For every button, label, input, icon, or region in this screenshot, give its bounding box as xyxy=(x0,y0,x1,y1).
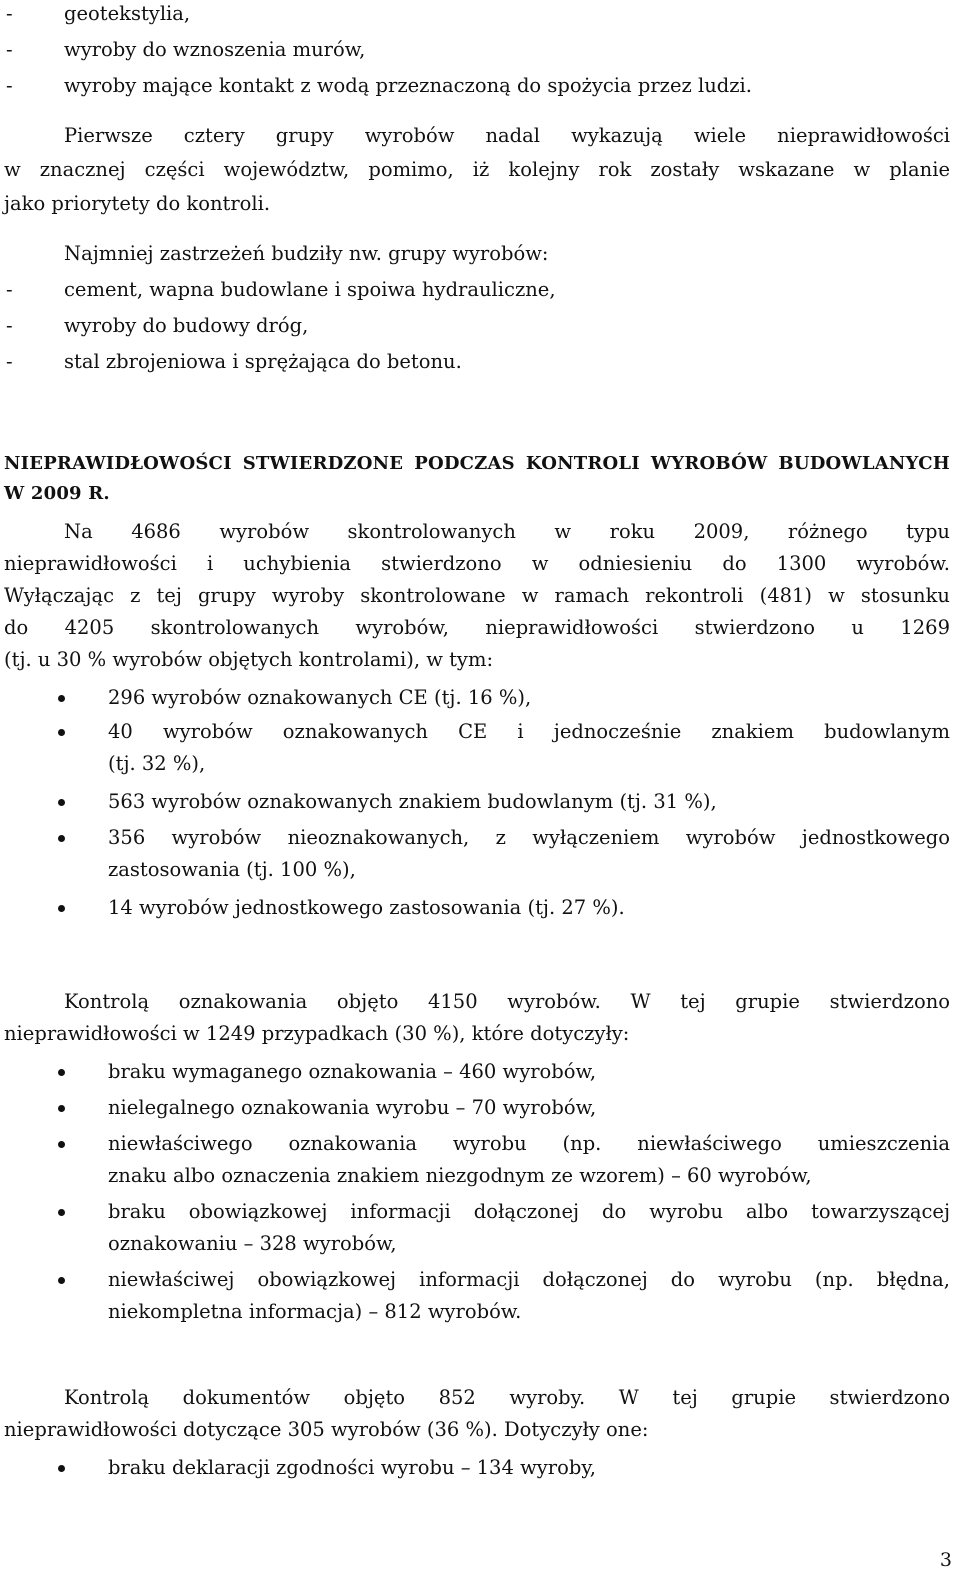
list-item: - cement, wapna budowlane i spoiwa hydrauliczne, xyxy=(6,278,556,301)
list-item: 356 wyrobów nieoznakowanych, z wyłączeniem wyrobów jednostkowego xyxy=(108,826,950,849)
list-item: braku wymaganego oznakowania – 460 wyrobów, xyxy=(108,1060,597,1083)
list-item: - geotekstylia, xyxy=(6,2,191,25)
list-item: - stal zbrojeniowa i sprężająca do betonu. xyxy=(6,350,462,373)
list-item: nielegalnego oznakowania wyrobu – 70 wyrobów, xyxy=(108,1096,597,1119)
paragraph-line: jako priorytety do kontroli. xyxy=(4,192,271,215)
list-item: 296 wyrobów oznakowanych CE (tj. 16 %), xyxy=(108,686,532,709)
section-heading: W 2009 R. xyxy=(4,483,110,504)
list-item: - wyroby do budowy dróg, xyxy=(6,314,309,337)
list-item: 40 wyrobów oznakowanych CE i jednocześnie znakiem budowlanym xyxy=(108,720,950,743)
paragraph-line: nieprawidłowości w 1249 przypadkach (30 %), które dotyczyły: xyxy=(4,1022,630,1045)
bullet-icon xyxy=(58,1266,74,1294)
bullet-icon xyxy=(58,1058,74,1086)
paragraph-line: (tj. u 30 % wyrobów objętych kontrolami), w tym: xyxy=(4,648,494,671)
list-item: 14 wyrobów jednostkowego zastosowania (tj. 27 %). xyxy=(108,896,625,919)
list-item: - wyroby mające kontakt z wodą przeznaczoną do spożycia przez ludzi. xyxy=(6,74,752,97)
list-item: niewłaściwego oznakowania wyrobu (np. niewłaściwego umieszczenia xyxy=(108,1132,950,1155)
paragraph-line: Pierwsze cztery grupy wyrobów nadal wykazują wiele nieprawidłowości xyxy=(64,124,950,147)
page-number: 3 xyxy=(939,1549,952,1571)
paragraph-line: Kontrolą dokumentów objęto 852 wyroby. W tej grupie stwierdzono xyxy=(64,1386,950,1409)
bullet-icon xyxy=(58,684,74,712)
paragraph-line: Kontrolą oznakowania objęto 4150 wyrobów. W tej grupie stwierdzono xyxy=(64,990,950,1013)
paragraph-line: nieprawidłowości i uchybienia stwierdzono w odniesieniu do 1300 wyrobów. xyxy=(4,552,950,575)
list-item: 563 wyrobów oznakowanych znakiem budowlanym (tj. 31 %), xyxy=(108,790,717,813)
bullet-icon xyxy=(58,788,74,816)
list-item: (tj. 32 %), xyxy=(108,752,206,775)
list-item: niekompletna informacja) – 812 wyrobów. xyxy=(108,1300,522,1323)
list-item: znaku albo oznaczenia znakiem niezgodnym ze wzorem) – 60 wyrobów, xyxy=(108,1164,812,1187)
list-item: - wyroby do wznoszenia murów, xyxy=(6,38,366,61)
bullet-icon xyxy=(58,718,74,746)
paragraph-line: Wyłączając z tej grupy wyroby skontrolowane w ramach rekontroli (481) w stosunku xyxy=(4,584,950,607)
list-item: zastosowania (tj. 100 %), xyxy=(108,858,356,881)
bullet-icon xyxy=(58,1130,74,1158)
paragraph-line: Na 4686 wyrobów skontrolowanych w roku 2009, różnego typu xyxy=(64,520,950,543)
list-item: braku deklaracji zgodności wyrobu – 134 wyroby, xyxy=(108,1456,596,1479)
bullet-icon xyxy=(58,1198,74,1226)
paragraph-line: nieprawidłowości dotyczące 305 wyrobów (36 %). Dotyczyły one: xyxy=(4,1418,649,1441)
bullet-icon xyxy=(58,824,74,852)
list-item: niewłaściwej obowiązkowej informacji dołączonej do wyrobu (np. błędna, xyxy=(108,1268,950,1291)
list-item: braku obowiązkowej informacji dołączonej do wyrobu albo towarzyszącej xyxy=(108,1200,950,1223)
list-item: oznakowaniu – 328 wyrobów, xyxy=(108,1232,397,1255)
bullet-icon xyxy=(58,894,74,922)
paragraph-line: Najmniej zastrzeżeń budziły nw. grupy wyrobów: xyxy=(64,242,549,265)
section-heading: NIEPRAWIDŁOWOŚCI STWIERDZONE PODCZAS KONTROLI WYROBÓW BUDOWLANYCH xyxy=(4,453,950,474)
bullet-icon xyxy=(58,1454,74,1482)
paragraph-line: w znacznej części województw, pomimo, iż kolejny rok zostały wskazane w planie xyxy=(4,158,950,181)
bullet-icon xyxy=(58,1094,74,1122)
paragraph-line: do 4205 skontrolowanych wyrobów, nieprawidłowości stwierdzono u 1269 xyxy=(4,616,950,639)
